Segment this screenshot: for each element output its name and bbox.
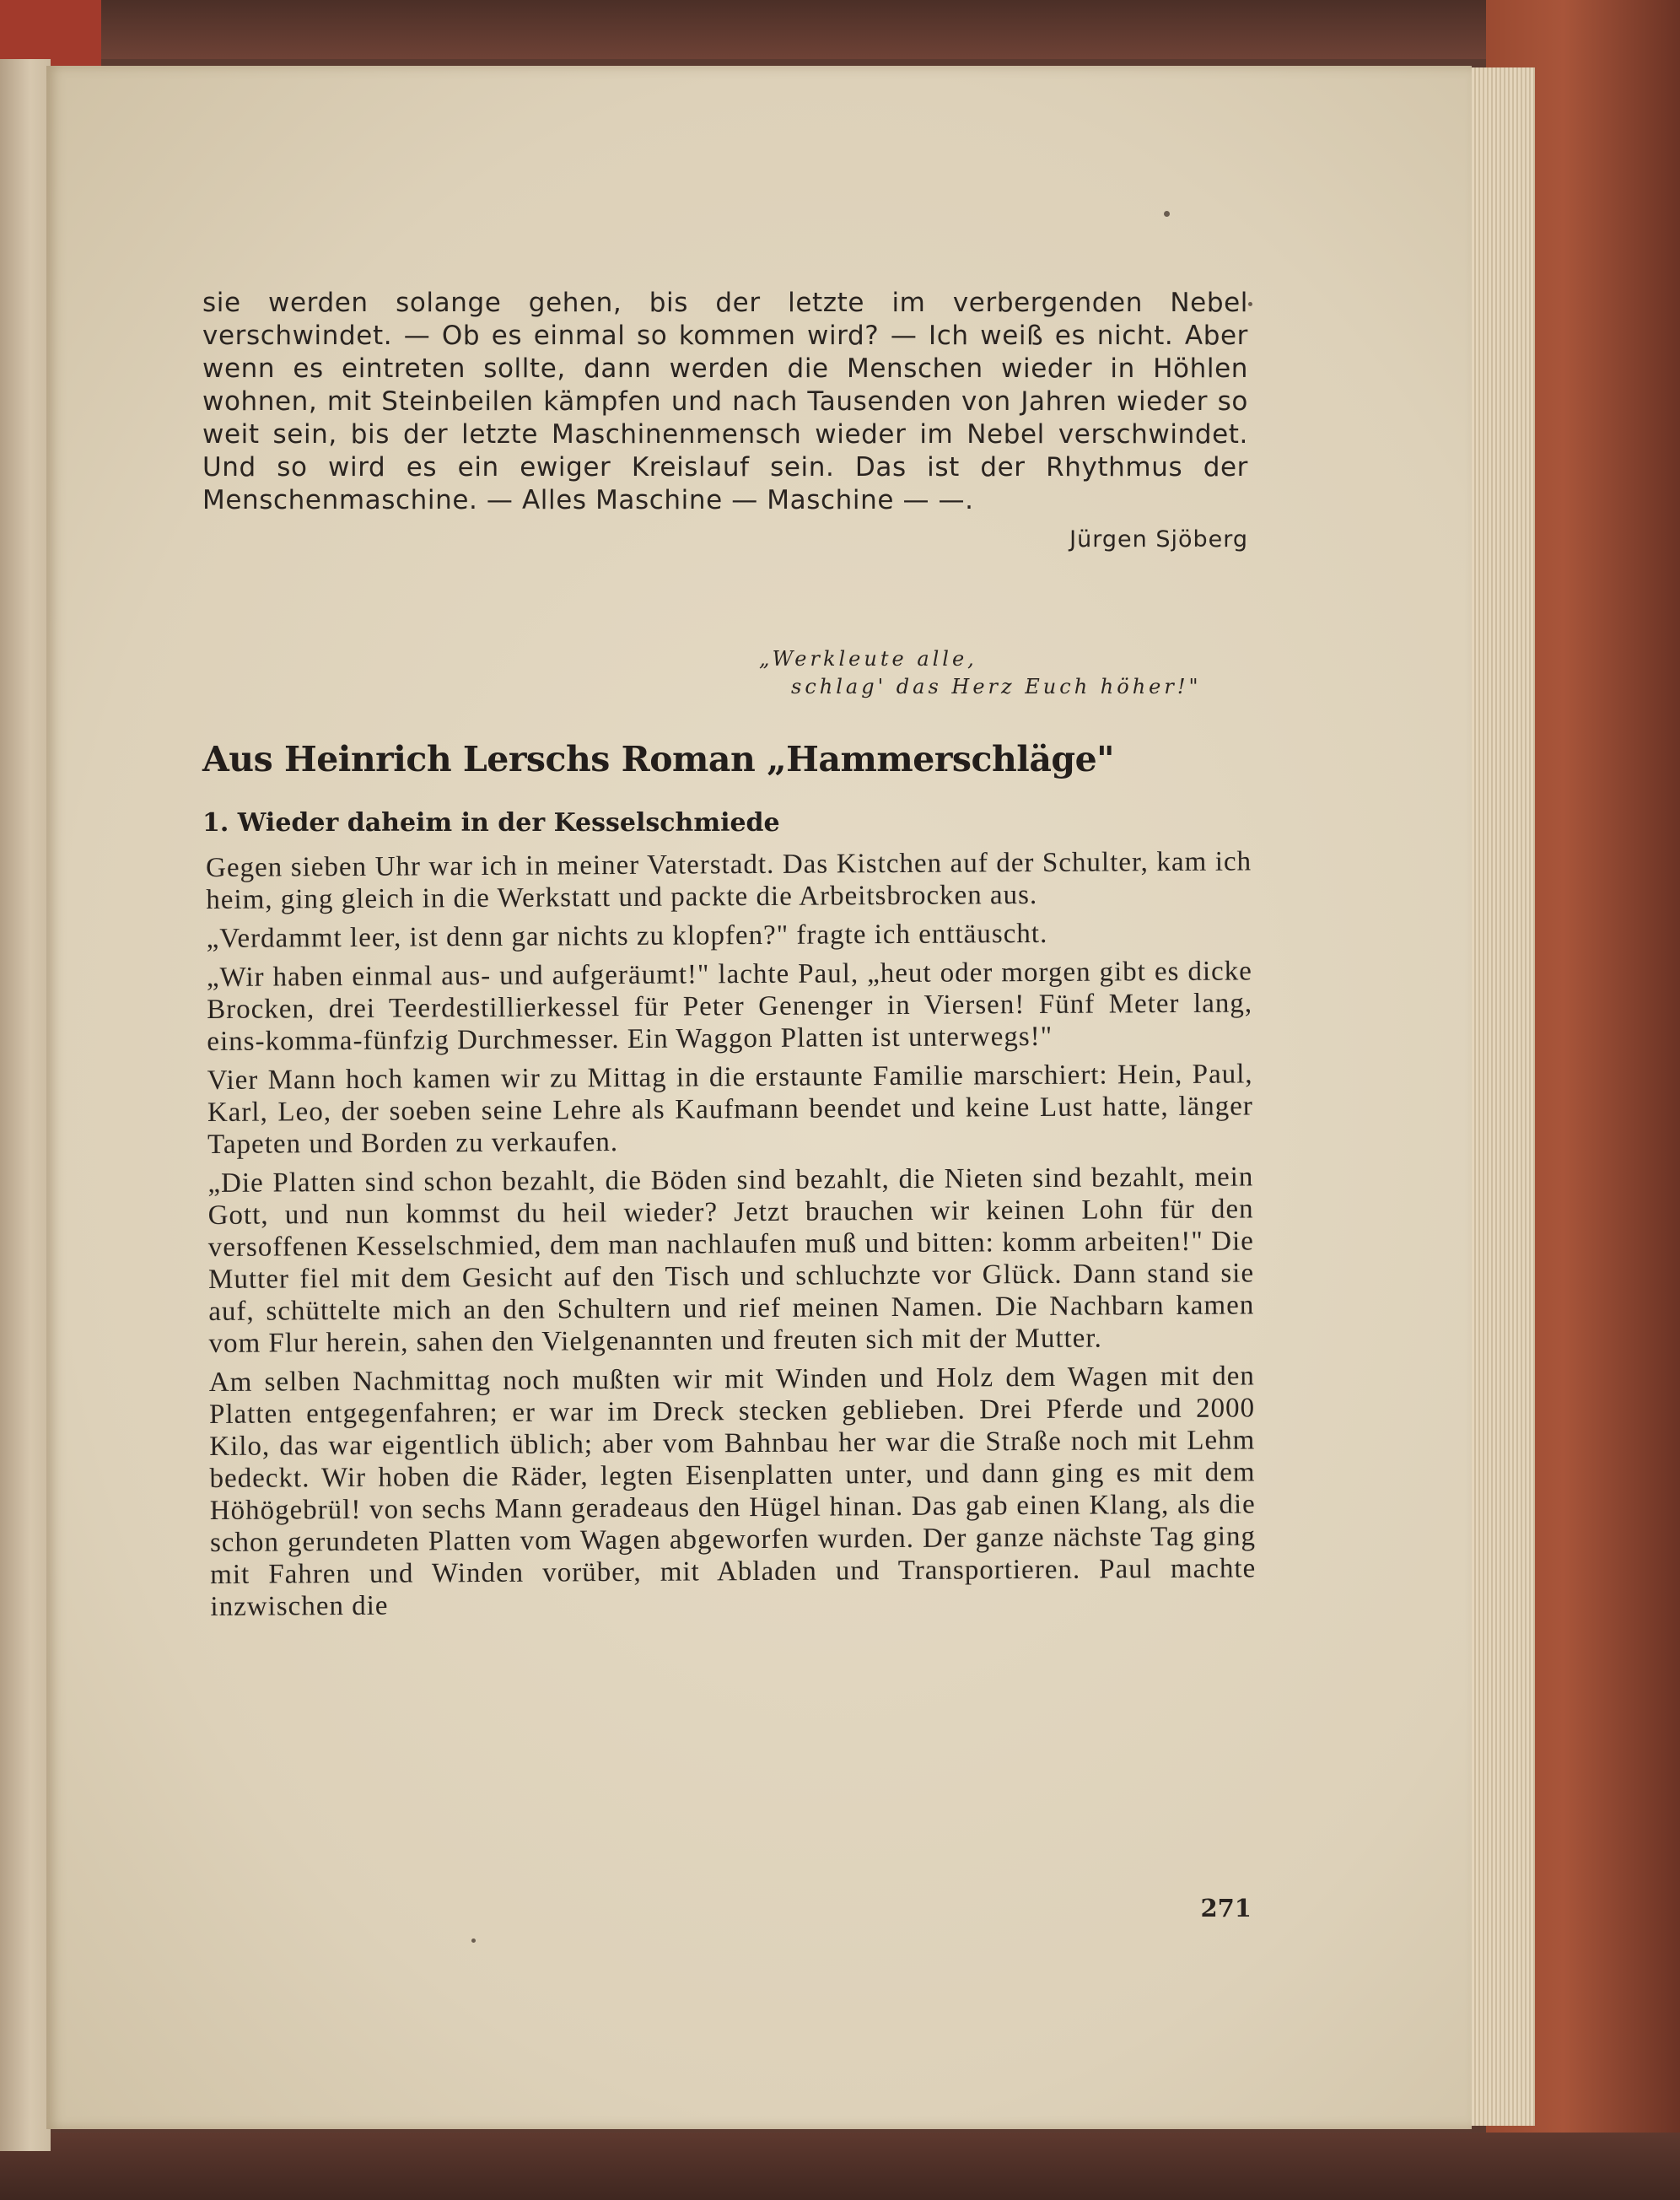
paper-speck xyxy=(1164,211,1170,217)
chapter-title: Aus Heinrich Lerschs Roman „Hammerschläge" xyxy=(202,739,1115,779)
book-cover-top xyxy=(0,0,1680,59)
motto-line: schlag' das Herz Euch höher!" xyxy=(791,675,1202,698)
page-edges-stack xyxy=(1467,67,1535,2126)
book-cover-bottom xyxy=(0,2133,1680,2200)
body-text xyxy=(206,845,1257,1630)
top-paragraph: sie werden solange gehen, bis der letzte im verbergenden Nebel verschwindet. — Ob es einmal so kommen wird? — Ich weiß es nicht. Aber wenn es eintreten sollte, dann werden die Menschen wieder in Höhlen wohnen, mit Steinbeilen kämpfen und nach Tausenden von Jahren wieder so weit sein, bis der letzte Maschinenmensch wieder im Nebel verschwindet. Und so wird es ein ewiger Kreislauf sein. Das ist der Rhythmus der Menschenmaschine. — Alles Maschine — Maschine — —. xyxy=(202,288,1248,515)
paragraph: „Wir haben einmal aus- und aufgeräumt!" lachte Paul, „heut oder morgen gibt es dicke Brocken, drei Teerdestillierkessel für Peter Genenger in Viersen! Fünf Meter lang, eins-komma-fünfzig Durchmesser. Ein Waggon Platten ist unterwegs!" xyxy=(206,956,1253,1057)
author-signature: Jürgen Sjöberg xyxy=(1069,526,1248,553)
paragraph: „Die Platten sind schon bezahlt, die Böden sind bezahlt, die Nieten sind bezahlt, mein Gott, und nun kommst du heil wieder? Jetzt brauchen wir keinen Lohn für den versoffenen Kesselschmied, dem man nachlaufen muß und bitten: komm arbeiten!" Die Mutter fiel mit dem Gesicht auf den Tisch und schluchzte vor Glück. Dann stand sie auf, schüttelte mich an den Schultern und rief meinen Namen. Die Nachbarn kamen vom Flur herein, sahen den Vielgenannten und freuten sich mit der Mutter. xyxy=(207,1162,1255,1359)
motto xyxy=(759,645,1248,701)
motto-line: „Werkleute alle, xyxy=(759,647,977,671)
paper-speck xyxy=(471,1938,476,1943)
paragraph: Gegen sieben Uhr war ich in meiner Vaterstadt. Das Kistchen auf der Schulter, kam ich heim, ging gleich in die Werkstatt und packte die Arbeitsbrocken aus. xyxy=(206,846,1252,915)
paragraph: Vier Mann hoch kamen wir zu Mittag in die erstaunte Familie marschiert: Hein, Paul, Karl, Leo, der soeben seine Lehre als Kaufmann beendet und keine Lust hatte, länger Tapeten und Borden zu verkaufen. xyxy=(207,1059,1253,1160)
paper-speck xyxy=(1248,302,1252,306)
paragraph: Am selben Nachmittag noch mußten wir mit Winden und Holz dem Wagen mit den Platten entgegenfahren; er war im Dreck stecken geblieben. Drei Pferde und 2000 Kilo, das war eigentlich üblich; aber vom Bahnbau her war die Straße noch mit Lehm bedeckt. Wir hoben die Räder, legten Eisenplatten unter, und dann ging es mit dem Höhögebrül! von sechs Mann geradeaus den Hügel hinan. Das gab einen Klang, als die schon gerundeten Platten vom Wagen abgeworfen wurden. Der ganze nächste Tag ging mit Fahren und Winden vorüber, mit Abladen und Transportieren. Paul machte inzwischen die xyxy=(208,1361,1257,1622)
section-heading: 1. Wieder daheim in der Kesselschmiede xyxy=(202,808,780,838)
paragraph: „Verdammt leer, ist denn gar nichts zu klopfen?" fragte ich enttäuscht. xyxy=(206,918,1048,954)
page-number: 271 xyxy=(1200,1894,1252,1922)
left-page-edge xyxy=(0,59,51,2151)
